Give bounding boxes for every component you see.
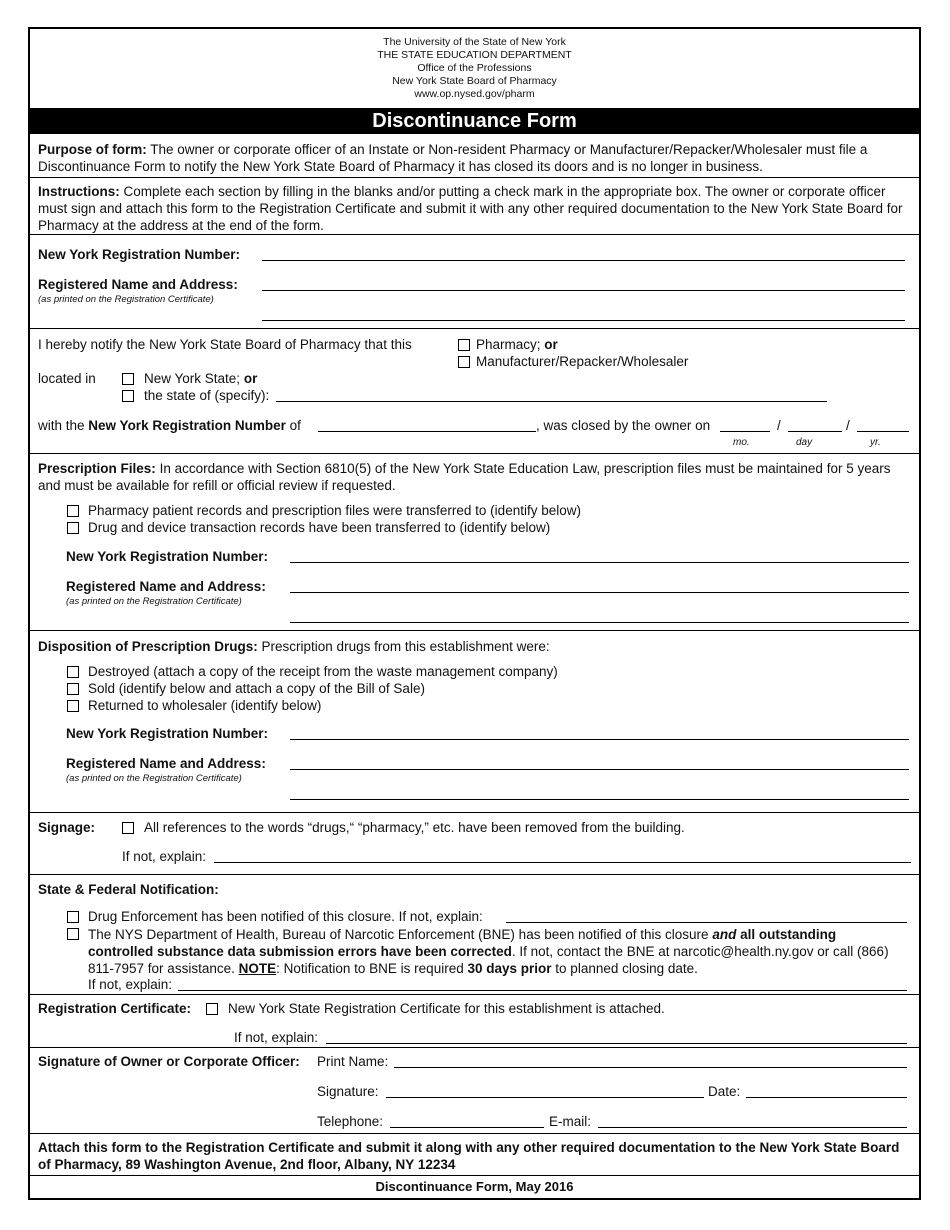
signature-field[interactable] (386, 1097, 704, 1098)
closure-sentence (38, 418, 301, 433)
rx-reg-name-field[interactable] (290, 592, 909, 593)
year-caption: yr. (870, 437, 881, 448)
located-in-label: located in (38, 371, 96, 386)
divider (30, 328, 919, 329)
transactions-transferred-option: Drug and device transaction records have been transferred to (identify below) (88, 520, 551, 535)
agency-header (30, 36, 919, 101)
or-word: or (544, 337, 558, 352)
attach-note: Attach this form to the Registration Certificate and submit it along with any other required documentation to the New York State Board of Pharmacy, 89 Washington Avenue, 2nd floor, Albany, NY 12234 (38, 1140, 900, 1172)
bne-text-c: controlled substance data submission errors have been corrected (88, 944, 512, 959)
purpose-text: The owner or corporate officer of an Instate or Non-resident Pharmacy or Manufacturer/Repacker/Wholesaler must file a Discontinuance Form to notify the New York State Board of Pharmacy it has closed its doors and is no longer in business. (38, 142, 868, 174)
new-york-state-label: New York State; (144, 371, 241, 386)
form-footer: Discontinuance Form, May 2016 (375, 1179, 574, 1194)
bne-notified-checkbox[interactable] (67, 928, 79, 940)
divider (30, 874, 919, 875)
other-state-checkbox[interactable] (122, 390, 134, 402)
disp-reg-number-field[interactable] (290, 739, 909, 740)
pharmacy-option-label: Pharmacy; (476, 337, 541, 352)
pharmacy-option (476, 337, 558, 352)
divider (30, 453, 919, 454)
signage-option: All references to the words “drugs,“ “pharmacy,” etc. have been removed from the building. (144, 820, 685, 835)
certificate-checkbox[interactable] (206, 1003, 218, 1015)
bne-text-a: The NYS Department of Health, Bureau of Narcotic Enforcement (BNE) has been notified of this closure (88, 927, 709, 942)
dea-notified-option: Drug Enforcement has been notified of this closure. If not, explain: (88, 909, 483, 924)
certificate-explain-label: If not, explain: (234, 1030, 319, 1045)
destroyed-checkbox[interactable] (67, 666, 79, 678)
purpose-paragraph (38, 141, 907, 175)
signage-checkbox[interactable] (122, 822, 134, 834)
bne-notified-option (88, 926, 905, 977)
divider (30, 630, 919, 631)
divider (30, 994, 919, 995)
transactions-transferred-checkbox[interactable] (67, 522, 79, 534)
disposition-label: Disposition of Prescription Drugs: (38, 639, 258, 654)
reg-number-bold: New York Registration Number (88, 418, 286, 433)
bne-and: and (712, 927, 737, 942)
date-slash: / (777, 418, 781, 433)
closure-day-field[interactable] (788, 431, 842, 432)
reg-number-field[interactable] (262, 260, 905, 261)
form-title: Discontinuance Form (30, 108, 919, 134)
new-york-state-checkbox[interactable] (122, 373, 134, 385)
certificate-option: New York State Registration Certificate for this establishment is attached. (228, 1001, 665, 1016)
closed-by-text: , was closed by the owner on (536, 418, 711, 433)
certificate-label: Registration Certificate: (38, 1001, 192, 1016)
closure-year-field[interactable] (857, 431, 909, 432)
other-state-option: the state of (specify): (144, 388, 270, 403)
bne-explain-label: If not, explain: (88, 977, 173, 992)
with-the-text: with the (38, 418, 85, 433)
of-text: of (289, 418, 301, 433)
bne-text-f: : Notification to BNE is required (276, 961, 464, 976)
signature-date-field[interactable] (746, 1097, 907, 1098)
reg-name-note: (as printed on the Registration Certificate) (38, 294, 214, 305)
header-line-1: The University of the State of New York (383, 36, 566, 48)
divider (30, 1133, 919, 1134)
instructions-paragraph (38, 183, 907, 234)
divider (30, 177, 919, 178)
dea-notified-checkbox[interactable] (67, 911, 79, 923)
reg-address-field[interactable] (262, 320, 905, 321)
records-transferred-option: Pharmacy patient records and prescription files were transferred to (identify below) (88, 503, 581, 518)
date-slash: / (846, 418, 850, 433)
rx-reg-number-field[interactable] (290, 562, 909, 563)
bne-text-h: to planned closing date. (555, 961, 698, 976)
prescription-files-paragraph (38, 460, 907, 494)
bne-text-g: 30 days prior (467, 961, 552, 976)
rx-reg-address-field[interactable] (290, 622, 909, 623)
returned-option: Returned to wholesaler (identify below) (88, 698, 322, 713)
day-caption: day (796, 437, 813, 448)
reg-name-label: Registered Name and Address: (38, 277, 238, 292)
divider (30, 234, 919, 235)
manufacturer-checkbox[interactable] (458, 356, 470, 368)
month-caption: mo. (733, 437, 750, 448)
bne-explain-field[interactable] (178, 990, 907, 991)
header-line-2: THE STATE EDUCATION DEPARTMENT (377, 49, 572, 61)
records-transferred-checkbox[interactable] (67, 505, 79, 517)
telephone-field[interactable] (390, 1127, 544, 1128)
divider (30, 812, 919, 813)
header-url: www.op.nysed.gov/pharm (414, 88, 535, 100)
sold-option: Sold (identify below and attach a copy of the Bill of Sale) (88, 681, 425, 696)
bne-text-b: all outstanding (740, 927, 837, 942)
rx-reg-number-label: New York Registration Number: (66, 549, 269, 564)
reg-name-field[interactable] (262, 290, 905, 291)
notification-label: State & Federal Notification: (38, 882, 219, 897)
signature-section-label: Signature of Owner or Corporate Officer: (38, 1054, 300, 1069)
new-york-state-option (144, 371, 257, 386)
rx-reg-name-label: Registered Name and Address: (66, 579, 266, 594)
bne-text-e: (866) 811-7957 for assistance. (88, 944, 889, 976)
sold-checkbox[interactable] (67, 683, 79, 695)
manufacturer-option: Manufacturer/Repacker/Wholesaler (476, 354, 689, 369)
bne-text-d: . If not, contact the BNE at narcotic@health.ny.gov or call (511, 944, 854, 959)
closure-month-field[interactable] (720, 431, 770, 432)
date-label: Date: (708, 1084, 741, 1099)
disp-reg-number-label: New York Registration Number: (66, 726, 269, 741)
certificate-explain-field[interactable] (326, 1043, 907, 1044)
signage-explain-label: If not, explain: (122, 849, 207, 864)
signage-label: Signage: (38, 820, 96, 835)
print-name-field[interactable] (394, 1067, 907, 1068)
disposition-heading (38, 639, 550, 654)
instructions-text: Complete each section by filling in the blanks and/or putting a check mark in the appropriate box. The owner or corporate officer must sign and attach this form to the Registration Certificate and submit it with any other required documentation to the New York State Board for Pharmacy at the address at the end of the form. (38, 184, 903, 233)
telephone-label: Telephone: (317, 1114, 384, 1129)
divider (30, 1047, 919, 1048)
or-word: or (243, 371, 258, 386)
disp-reg-name-note: (as printed on the Registration Certificate) (66, 773, 242, 784)
print-name-label: Print Name: (317, 1054, 389, 1069)
form-frame (28, 27, 921, 1200)
reg-number-label: New York Registration Number: (38, 247, 241, 262)
signage-explain-field[interactable] (214, 862, 911, 863)
signature-line-label: Signature: (317, 1084, 379, 1099)
destroyed-option: Destroyed (attach a copy of the receipt from the waste management company) (88, 664, 558, 679)
disp-reg-address-field[interactable] (290, 799, 909, 800)
returned-checkbox[interactable] (67, 700, 79, 712)
notify-text: I hereby notify the New York State Board of Pharmacy that this (38, 337, 412, 352)
email-label: E-mail: (549, 1114, 592, 1129)
prescription-files-label: Prescription Files: (38, 461, 156, 476)
header-line-4: New York State Board of Pharmacy (392, 75, 557, 87)
disp-reg-name-label: Registered Name and Address: (66, 756, 266, 771)
pharmacy-checkbox[interactable] (458, 339, 470, 351)
disp-reg-name-field[interactable] (290, 769, 909, 770)
other-state-field[interactable] (276, 401, 827, 402)
header-line-3: Office of the Professions (417, 62, 532, 74)
rx-reg-name-note: (as printed on the Registration Certificate) (66, 596, 242, 607)
prescription-files-text: In accordance with Section 6810(5) of the New York State Education Law, prescription files must be maintained for 5 years and must be available for refill or official review if requested. (38, 461, 891, 493)
email-field[interactable] (598, 1127, 907, 1128)
bne-note: NOTE (238, 961, 277, 976)
purpose-label: Purpose of form: (38, 142, 147, 157)
dea-explain-field[interactable] (506, 922, 907, 923)
disposition-text: Prescription drugs from this establishment were: (261, 639, 550, 654)
closure-reg-number-field[interactable] (318, 431, 536, 432)
instructions-label: Instructions: (38, 184, 120, 199)
